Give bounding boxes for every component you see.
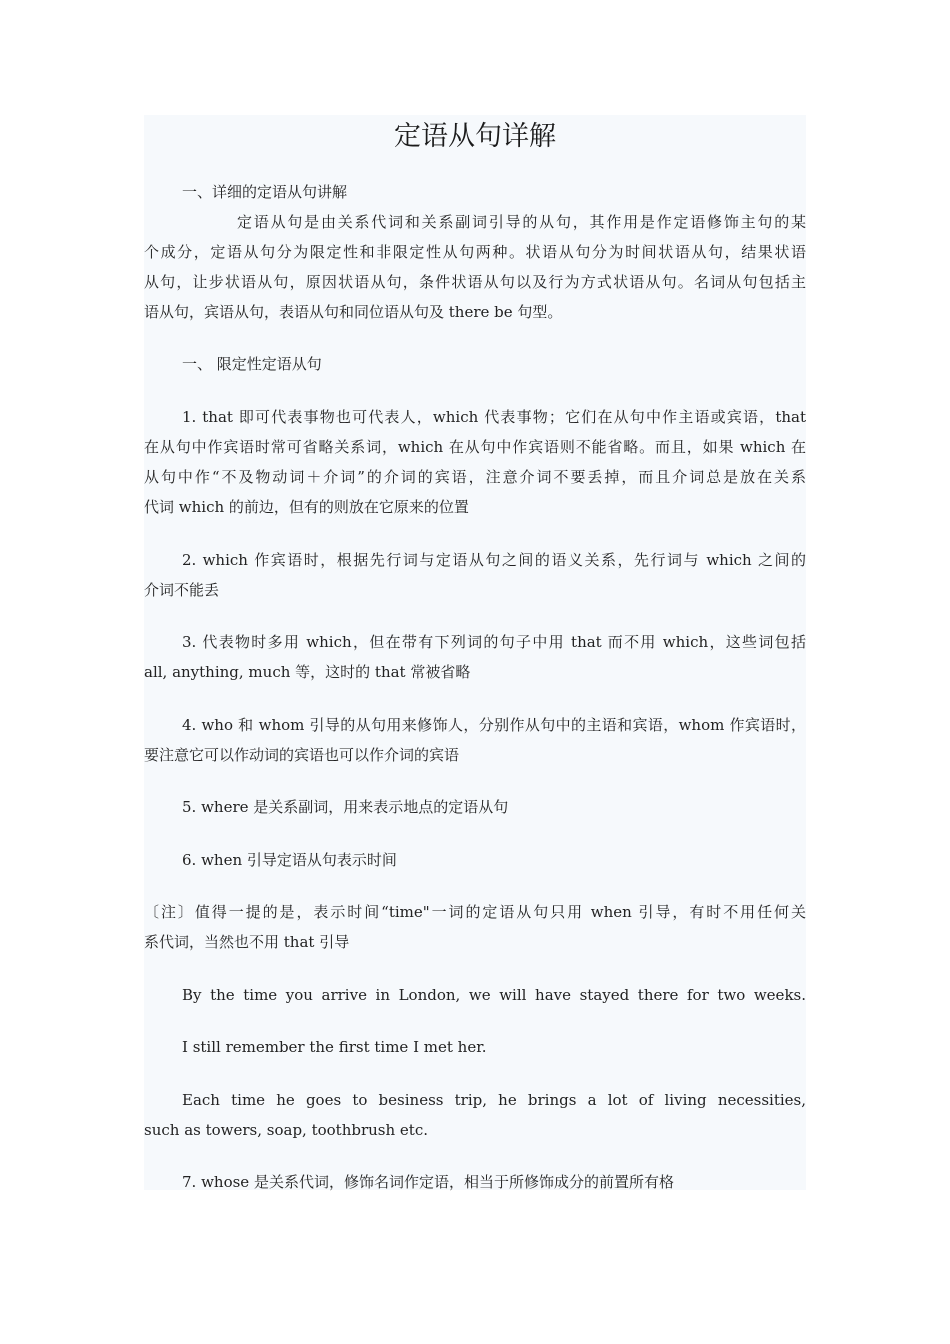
section-heading: 一、 限定性定语从句 — [182, 355, 322, 373]
paragraph-line: 要注意它可以作动词的宾语也可以作介词的宾语 — [144, 746, 460, 764]
paragraph-line: 从句，让步状语从句，原因状语从句，条件状语从句以及行为方式状语从句。名词从句包括主 — [144, 273, 806, 291]
paragraph-line: 在从句中作宾语时常可省略关系词，which 在从句中作宾语则不能省略。而且，如果 which 在 — [144, 438, 806, 456]
paragraph-line: 6. when 引导定语从句表示时间 — [182, 851, 397, 869]
paragraph-line: 〔注〕值得一提的是，表示时间“time"一词的定语从句只用 when 引导，有时不用任何关 — [144, 903, 806, 921]
paragraph-line: 代词 which 的前边，但有的则放在它原来的位置 — [144, 498, 469, 516]
paragraph-line: 定语从句是由关系代词和关系副词引导的从句，其作用是作定语修饰主句的某 — [237, 213, 806, 231]
example-sentence: such as towers, soap, toothbrush etc. — [144, 1121, 428, 1139]
paragraph-line: 个成分，定语从句分为限定性和非限定性从句两种。状语从句分为时间状语从句，结果状语 — [144, 243, 806, 261]
example-sentence: Each time he goes to besiness trip, he brings a lot of living necessities, — [182, 1091, 806, 1109]
paragraph-line: 系代词，当然也不用 that 引导 — [144, 933, 350, 951]
example-sentence: By the time you arrive in London, we will have stayed there for two weeks. — [182, 986, 806, 1004]
paragraph-line: 3. 代表物时多用 which，但在带有下列词的句子中用 that 而不用 which，这些词包括 — [182, 633, 806, 651]
paragraph-line: 从句中作“不及物动词＋介词”的介词的宾语，注意介词不要丢掉，而且介词总是放在关系 — [144, 468, 806, 486]
paragraph-line: 2. which 作宾语时，根据先行词与定语从句之间的语义关系，先行词与 which 之间的 — [182, 551, 806, 569]
paragraph-line: 5. where 是关系副词，用来表示地点的定语从句 — [182, 798, 509, 816]
section-heading: 一、详细的定语从句讲解 — [182, 183, 348, 201]
document-page — [144, 115, 806, 1190]
paragraph-line: 7. whose 是关系代词，修饰名词作定语，相当于所修饰成分的前置所有格 — [182, 1173, 674, 1191]
paragraph-line: 语从句，宾语从句，表语从句和同位语从句及 there be 句型。 — [144, 303, 563, 321]
paragraph-line: 介词不能丢 — [144, 581, 220, 599]
paragraph-line: 4. who 和 whom 引导的从句用来修饰人，分别作从句中的主语和宾语，whom 作宾语时， — [182, 716, 806, 734]
paragraph-line: all, anything, much 等，这时的 that 常被省略 — [144, 663, 471, 681]
paragraph-line: 1. that 即可代表事物也可代表人，which 代表事物；它们在从句中作主语或宾语，that — [182, 408, 806, 426]
example-sentence: I still remember the first time I met her. — [182, 1038, 487, 1056]
document-title: 定语从句详解 — [394, 121, 556, 152]
